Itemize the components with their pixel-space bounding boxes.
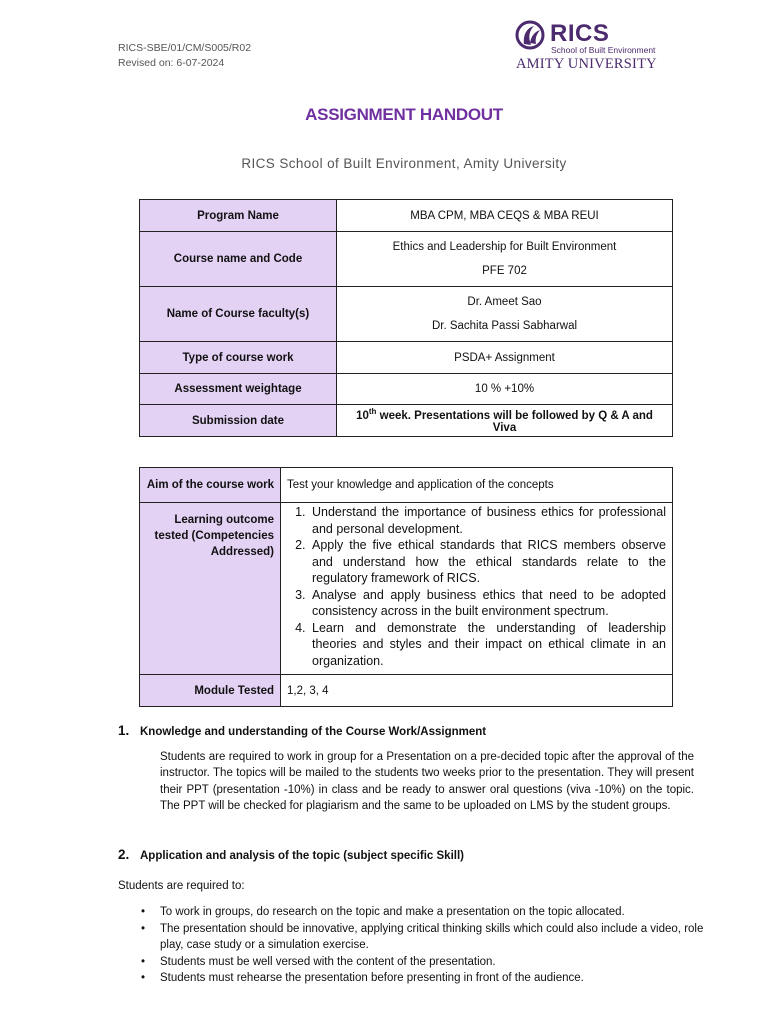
section-heading: [118, 723, 486, 738]
row-value: [337, 287, 673, 342]
list-item: • The presentation should be innovative, applying critical thinking skills which could also include a video, role play, case study or a simulation exercise.: [160, 921, 718, 954]
row-label: Type of course work: [140, 342, 337, 374]
page-title: ASSIGNMENT HANDOUT: [305, 105, 503, 124]
row-label: Submission date: [140, 405, 337, 437]
course-aim-table: [139, 467, 673, 707]
logo-university: AMITY UNIVERSITY: [516, 56, 657, 72]
row-label: Assessment weightage: [140, 374, 337, 405]
row-label: Program Name: [140, 200, 337, 232]
submission-week: 10: [356, 409, 369, 422]
module-value: 1,2, 3, 4: [281, 675, 673, 707]
submission-detail: week. Presentations will be followed by Q & A and Viva: [376, 409, 653, 434]
list-item: • Students must rehearse the presentation before presenting in front of the audience.: [160, 970, 718, 987]
section-number: 2.: [118, 847, 130, 862]
list-item: 2. Apply the five ethical standards that RICS members observe and understand how the ethical standards relate to the regulatory framework of RICS.: [309, 537, 666, 587]
document-code: RICS-SBE/01/CM/S005/R02: [118, 42, 252, 54]
row-value: PSDA+ Assignment: [337, 342, 673, 374]
table-row: [140, 468, 673, 503]
table-row: [140, 405, 673, 437]
section-number: 1.: [118, 723, 130, 738]
submission-value: [337, 405, 673, 437]
document-meta: [118, 41, 251, 71]
requirements-list: [138, 904, 718, 987]
logo-school: School of Built Environment: [551, 45, 656, 55]
page-subtitle: RICS School of Built Environment, Amity University: [241, 156, 567, 171]
table-row: [140, 232, 673, 287]
row-value: 10 % +10%: [337, 374, 673, 405]
aim-value: Test your knowledge and application of the concepts: [281, 468, 673, 503]
aim-label: Aim of the course work: [140, 468, 281, 503]
rics-emblem-icon: [514, 18, 548, 54]
table-row: [140, 342, 673, 374]
course-name: Ethics and Leadership for Built Environment: [392, 241, 617, 253]
course-code: PFE 702: [482, 265, 527, 277]
rics-amity-logo: [514, 18, 657, 74]
course-info-table: [139, 199, 673, 437]
submission-week-suffix: th: [368, 407, 377, 417]
list-item: 3. Analyse and apply business ethics that need to be adopted consistency across in the built environment spectrum.: [309, 587, 666, 620]
section-heading: [118, 847, 464, 862]
section-title: Knowledge and understanding of the Course Work/Assignment: [140, 726, 487, 738]
row-value: MBA CPM, MBA CEQS & MBA REUI: [337, 200, 673, 232]
row-label: Course name and Code: [140, 232, 337, 287]
list-item: 4. Learn and demonstrate the understanding of leadership theories and styles and their impact on ethical climate in an organization.: [309, 620, 666, 670]
list-item: 1. Understand the importance of business ethics for professional and personal development.: [309, 504, 666, 537]
revision-date: Revised on: 6-07-2024: [118, 57, 225, 69]
row-value: [337, 232, 673, 287]
logo-brand: RICS: [550, 20, 610, 47]
table-row: [140, 287, 673, 342]
section-intro: Students are required to:: [118, 880, 245, 892]
learning-outcome-list: [281, 503, 673, 675]
row-label: Name of Course faculty(s): [140, 287, 337, 342]
faculty-name: Dr. Ameet Sao: [467, 296, 542, 308]
section-body: Students are required to work in group for a Presentation on a pre-decided topic after the approval of the instructor. The topics will be mailed to the students two weeks prior to the presentation. They will present their PPT (presentation -10%) in class and be ready to answer oral questions (viva -10%) on the topic. The PPT will be checked for plagiarism and the same to be uploaded on LMS by the student groups.: [160, 751, 694, 812]
table-row: [140, 374, 673, 405]
faculty-name: Dr. Sachita Passi Sabharwal: [431, 320, 578, 332]
table-row: [140, 503, 673, 675]
list-item: • Students must be well versed with the content of the presentation.: [160, 954, 718, 971]
module-label: Module Tested: [140, 675, 281, 707]
table-row: [140, 200, 673, 232]
learning-outcome-label: Learning outcome tested (Competencies Addressed): [140, 503, 281, 675]
section-title: Application and analysis of the topic (subject specific Skill): [140, 850, 464, 862]
table-row: [140, 675, 673, 707]
list-item: • To work in groups, do research on the topic and make a presentation on the topic allocated.: [160, 904, 718, 921]
